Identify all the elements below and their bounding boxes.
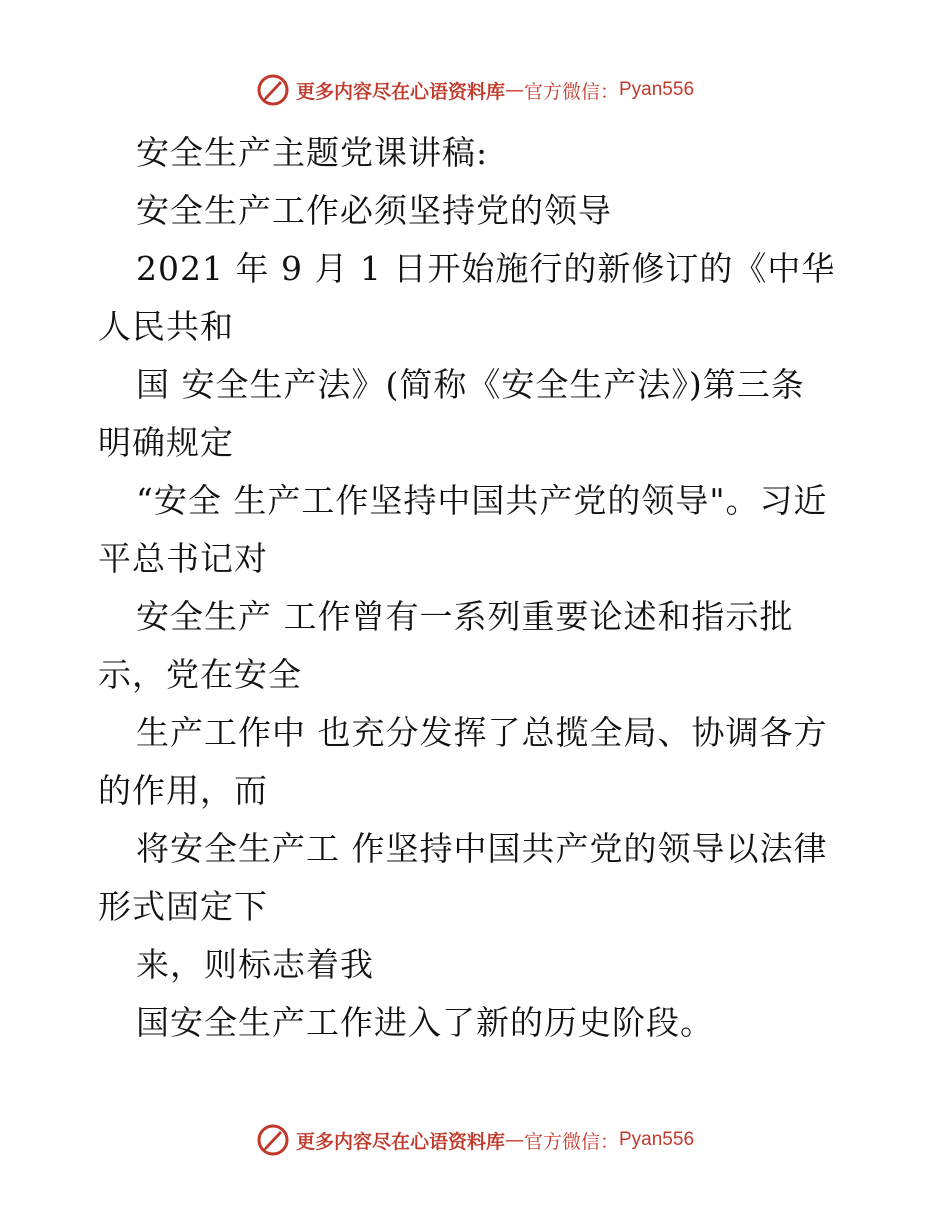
- line-text: 2021 年 9 月 1 日开始施行的新修订的《中华: [136, 249, 836, 288]
- line-text: 安全生产主题党课讲稿:: [136, 133, 489, 172]
- line-text: 安全生产 工作曾有一系列重要论述和指示批: [136, 597, 794, 636]
- quill-logo-icon: [256, 73, 290, 107]
- line-text: 生产工作中 也充分发挥了总揽全局、协调各方: [136, 713, 828, 752]
- paragraph-line: [98, 820, 858, 936]
- paragraph-line: [98, 124, 858, 182]
- header-watermark: [0, 70, 950, 110]
- watermark-wechat-id: Pyan556: [619, 1129, 695, 1150]
- line-continuation: 示，党在安全: [98, 655, 302, 694]
- line-text: “安全 生产工作坚持中国共产党的领导"。习近: [136, 481, 828, 520]
- line-continuation: 的作用，而: [98, 771, 268, 810]
- watermark-main-text: 更多内容尽在心语资料库: [295, 80, 505, 103]
- paragraph-line: [98, 704, 858, 820]
- line-continuation: 人民共和: [98, 307, 234, 346]
- paragraph-line: [98, 240, 858, 356]
- line-text: 将安全生产工 作坚持中国共产党的领导以法律: [136, 829, 828, 868]
- watermark-wechat-id: Pyan556: [619, 79, 695, 100]
- line-text: 国安全生产工作进入了新的历史阶段。: [136, 1003, 714, 1042]
- paragraph-line: [98, 472, 858, 588]
- watermark-dash: —: [504, 1129, 524, 1151]
- watermark-main-text: 更多内容尽在心语资料库: [295, 1130, 505, 1153]
- watermark-dash: —: [504, 79, 524, 101]
- line-text: 来，则标志着我: [136, 945, 374, 984]
- quill-logo-icon: [256, 1123, 290, 1157]
- paragraph-line: [98, 588, 858, 704]
- line-continuation: 明确规定: [98, 423, 234, 462]
- watermark-wechat-label: 官方微信：: [523, 1130, 619, 1153]
- paragraph-line: [98, 356, 858, 472]
- paragraph-line: [98, 994, 858, 1052]
- line-text: 国 安全生产法》(简称《安全生产法》)第三条: [136, 365, 805, 404]
- paragraph-line: [98, 936, 858, 994]
- line-continuation: 平总书记对: [98, 539, 268, 578]
- line-continuation: 形式固定下: [98, 887, 268, 926]
- line-text: 安全生产工作必须坚持党的领导: [136, 191, 612, 230]
- footer-watermark: [0, 1120, 950, 1160]
- watermark-wechat-label: 官方微信：: [523, 80, 619, 103]
- paragraph-line: [98, 182, 858, 240]
- document-body: [98, 124, 858, 1052]
